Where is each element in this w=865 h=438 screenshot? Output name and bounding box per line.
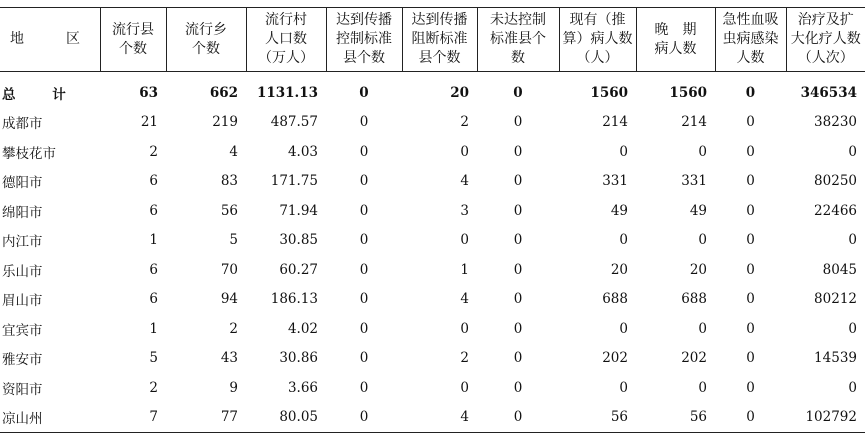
cell-value: 43 bbox=[220, 350, 238, 367]
region-name: 德阳市 bbox=[2, 175, 43, 192]
cell-value: 2 bbox=[149, 143, 158, 160]
cell-value: 0 bbox=[359, 379, 369, 396]
cell-value: 0 bbox=[513, 173, 523, 190]
cell-value: 0 bbox=[619, 379, 628, 396]
table-row bbox=[0, 373, 865, 403]
table-row bbox=[0, 167, 865, 197]
region-name: 眉山市 bbox=[2, 293, 43, 310]
cell-value: 0 bbox=[848, 379, 857, 396]
cell-value: 202 bbox=[602, 350, 628, 367]
cell-value: 0 bbox=[513, 84, 523, 101]
cell-value: 56 bbox=[636, 403, 715, 433]
cell-value: 0 bbox=[848, 320, 857, 337]
column-header-3: 流行村 人口数 （万人） bbox=[246, 8, 326, 72]
cell-value: 71.94 bbox=[279, 202, 318, 219]
cell-value: 331 bbox=[681, 173, 707, 190]
cell-value: 1 bbox=[460, 261, 469, 278]
table-row bbox=[0, 226, 865, 256]
cell-value: 0 bbox=[746, 350, 755, 367]
cell-value: 70 bbox=[220, 261, 238, 278]
cell-value: 0 bbox=[698, 232, 707, 249]
cell-value: 0 bbox=[619, 143, 628, 160]
region-name: 乐山市 bbox=[2, 263, 43, 280]
cell-value: 5 bbox=[149, 350, 158, 367]
table-row bbox=[0, 196, 865, 226]
region-name: 资阳市 bbox=[2, 381, 43, 398]
cell-value: 2 bbox=[229, 320, 238, 337]
column-header-7: 现有（推 算）病人数 （人） bbox=[559, 8, 636, 72]
column-header-5: 达到传播 阻断标准 县个数 bbox=[402, 8, 477, 72]
cell-value: 214 bbox=[681, 114, 707, 131]
cell-value: 20 bbox=[450, 84, 469, 101]
cell-value: 0 bbox=[715, 403, 786, 433]
cell-value: 4 bbox=[460, 173, 469, 190]
cell-value: 38230 bbox=[814, 114, 857, 131]
cell-value: 214 bbox=[602, 114, 628, 131]
cell-value: 80250 bbox=[814, 173, 857, 190]
cell-value: 8045 bbox=[822, 261, 857, 278]
cell-value: 0 bbox=[746, 320, 755, 337]
cell-value: 0 bbox=[848, 143, 857, 160]
cell-value: 83 bbox=[220, 173, 238, 190]
cell-value: 186.13 bbox=[270, 291, 318, 308]
cell-value: 20 bbox=[610, 261, 628, 278]
cell-value: 0 bbox=[359, 173, 369, 190]
cell-value: 1560 bbox=[669, 84, 707, 101]
region-name: 攀枝花市 bbox=[2, 145, 56, 162]
schistosomiasis-statistics-table bbox=[0, 7, 865, 433]
cell-value: 5 bbox=[229, 232, 238, 249]
column-header-6: 未达控制 标准县个 数 bbox=[477, 8, 559, 72]
region-name: 内江市 bbox=[2, 234, 43, 251]
cell-value: 0 bbox=[513, 261, 523, 278]
cell-value: 331 bbox=[602, 173, 628, 190]
cell-value: 1560 bbox=[590, 84, 628, 101]
cell-value: 0 bbox=[698, 143, 707, 160]
cell-value: 0 bbox=[513, 202, 523, 219]
cell-value: 0 bbox=[745, 84, 756, 101]
column-header-2: 流行乡 个数 bbox=[166, 8, 246, 72]
cell-value: 0 bbox=[359, 350, 369, 367]
table-row bbox=[0, 344, 865, 374]
cell-value: 0 bbox=[513, 232, 523, 249]
cell-value: 56 bbox=[220, 202, 238, 219]
cell-value: 487.57 bbox=[270, 114, 318, 131]
cell-value: 0 bbox=[619, 320, 628, 337]
cell-value: 102792 bbox=[786, 403, 865, 433]
cell-value: 0 bbox=[746, 291, 755, 308]
column-header-8: 晚 期 病人数 bbox=[636, 8, 715, 72]
cell-value: 219 bbox=[212, 114, 238, 131]
column-header-4: 达到传播 控制标准 县个数 bbox=[326, 8, 402, 72]
cell-value: 56 bbox=[559, 403, 636, 433]
cell-value: 0 bbox=[746, 202, 755, 219]
cell-value: 4 bbox=[402, 403, 477, 433]
cell-value: 0 bbox=[359, 232, 369, 249]
cell-value: 0 bbox=[460, 320, 469, 337]
cell-value: 0 bbox=[513, 291, 523, 308]
cell-value: 63 bbox=[139, 84, 158, 101]
header-row bbox=[0, 8, 865, 72]
region-name: 成都市 bbox=[2, 116, 43, 133]
cell-value: 4 bbox=[229, 143, 238, 160]
cell-value: 4 bbox=[460, 291, 469, 308]
cell-value: 1 bbox=[149, 232, 158, 249]
table-header bbox=[0, 8, 865, 72]
cell-value: 4.02 bbox=[287, 320, 318, 337]
cell-value: 0 bbox=[848, 232, 857, 249]
table-body bbox=[0, 72, 865, 433]
cell-value: 0 bbox=[619, 232, 628, 249]
cell-value: 4.03 bbox=[287, 143, 318, 160]
cell-value: 2 bbox=[149, 379, 158, 396]
region-name: 总 计 bbox=[2, 86, 82, 103]
cell-value: 60.27 bbox=[279, 261, 318, 278]
cell-value: 7 bbox=[100, 403, 166, 433]
region-name: 雅安市 bbox=[2, 352, 43, 369]
column-header-10: 治疗及扩 大化疗人数 （人次） bbox=[786, 8, 865, 72]
cell-value: 0 bbox=[746, 114, 755, 131]
cell-value: 688 bbox=[602, 291, 628, 308]
cell-value: 9 bbox=[229, 379, 238, 396]
cell-value: 0 bbox=[359, 84, 369, 101]
cell-value: 346534 bbox=[800, 84, 857, 101]
cell-value: 0 bbox=[746, 261, 755, 278]
cell-value: 22466 bbox=[814, 202, 857, 219]
cell-value: 0 bbox=[359, 320, 369, 337]
cell-value: 0 bbox=[359, 291, 369, 308]
cell-value: 688 bbox=[681, 291, 707, 308]
cell-value: 0 bbox=[460, 143, 469, 160]
cell-value: 0 bbox=[698, 379, 707, 396]
total-row bbox=[0, 78, 865, 108]
region-name: 绵阳市 bbox=[2, 204, 43, 221]
cell-value: 0 bbox=[513, 143, 523, 160]
cell-value: 0 bbox=[359, 261, 369, 278]
cell-value: 0 bbox=[746, 232, 755, 249]
cell-value: 2 bbox=[460, 350, 469, 367]
cell-value: 662 bbox=[209, 84, 238, 101]
region-name: 凉山州 bbox=[0, 403, 100, 433]
cell-value: 0 bbox=[513, 350, 523, 367]
cell-value: 80.05 bbox=[246, 403, 326, 433]
cell-value: 0 bbox=[513, 114, 523, 131]
cell-value: 6 bbox=[149, 261, 158, 278]
cell-value: 3.66 bbox=[287, 379, 318, 396]
cell-value: 0 bbox=[359, 143, 369, 160]
table-row bbox=[0, 108, 865, 138]
cell-value: 20 bbox=[689, 261, 707, 278]
cell-value: 3 bbox=[460, 202, 469, 219]
table-row bbox=[0, 137, 865, 167]
table-row bbox=[0, 314, 865, 344]
cell-value: 0 bbox=[746, 379, 755, 396]
cell-value: 0 bbox=[513, 379, 523, 396]
cell-value: 0 bbox=[460, 232, 469, 249]
cell-value: 0 bbox=[746, 173, 755, 190]
cell-value: 30.85 bbox=[279, 232, 318, 249]
cell-value: 6 bbox=[149, 173, 158, 190]
cell-value: 49 bbox=[689, 202, 707, 219]
cell-value: 2 bbox=[460, 114, 469, 131]
table-row bbox=[0, 255, 865, 285]
cell-value: 0 bbox=[460, 379, 469, 396]
cell-value: 6 bbox=[149, 202, 158, 219]
table-row bbox=[0, 403, 865, 433]
table-row bbox=[0, 285, 865, 315]
cell-value: 0 bbox=[698, 320, 707, 337]
cell-value: 0 bbox=[326, 403, 402, 433]
region-name: 宜宾市 bbox=[2, 322, 43, 339]
cell-value: 6 bbox=[149, 291, 158, 308]
cell-value: 30.86 bbox=[279, 350, 318, 367]
cell-value: 1 bbox=[149, 320, 158, 337]
cell-value: 0 bbox=[359, 202, 369, 219]
cell-value: 94 bbox=[220, 291, 238, 308]
cell-value: 202 bbox=[681, 350, 707, 367]
cell-value: 80212 bbox=[814, 291, 857, 308]
cell-value: 21 bbox=[140, 114, 158, 131]
column-header-9: 急性血吸 虫病感染 人数 bbox=[715, 8, 786, 72]
cell-value: 1131.13 bbox=[256, 84, 318, 101]
column-header-region: 地 区 bbox=[0, 8, 100, 72]
cell-value: 49 bbox=[610, 202, 628, 219]
cell-value: 0 bbox=[746, 143, 755, 160]
cell-value: 0 bbox=[513, 320, 523, 337]
cell-value: 171.75 bbox=[270, 173, 318, 190]
cell-value: 14539 bbox=[814, 350, 857, 367]
cell-value: 0 bbox=[477, 403, 559, 433]
cell-value: 77 bbox=[166, 403, 246, 433]
column-header-1: 流行县 个数 bbox=[100, 8, 166, 72]
cell-value: 0 bbox=[359, 114, 369, 131]
